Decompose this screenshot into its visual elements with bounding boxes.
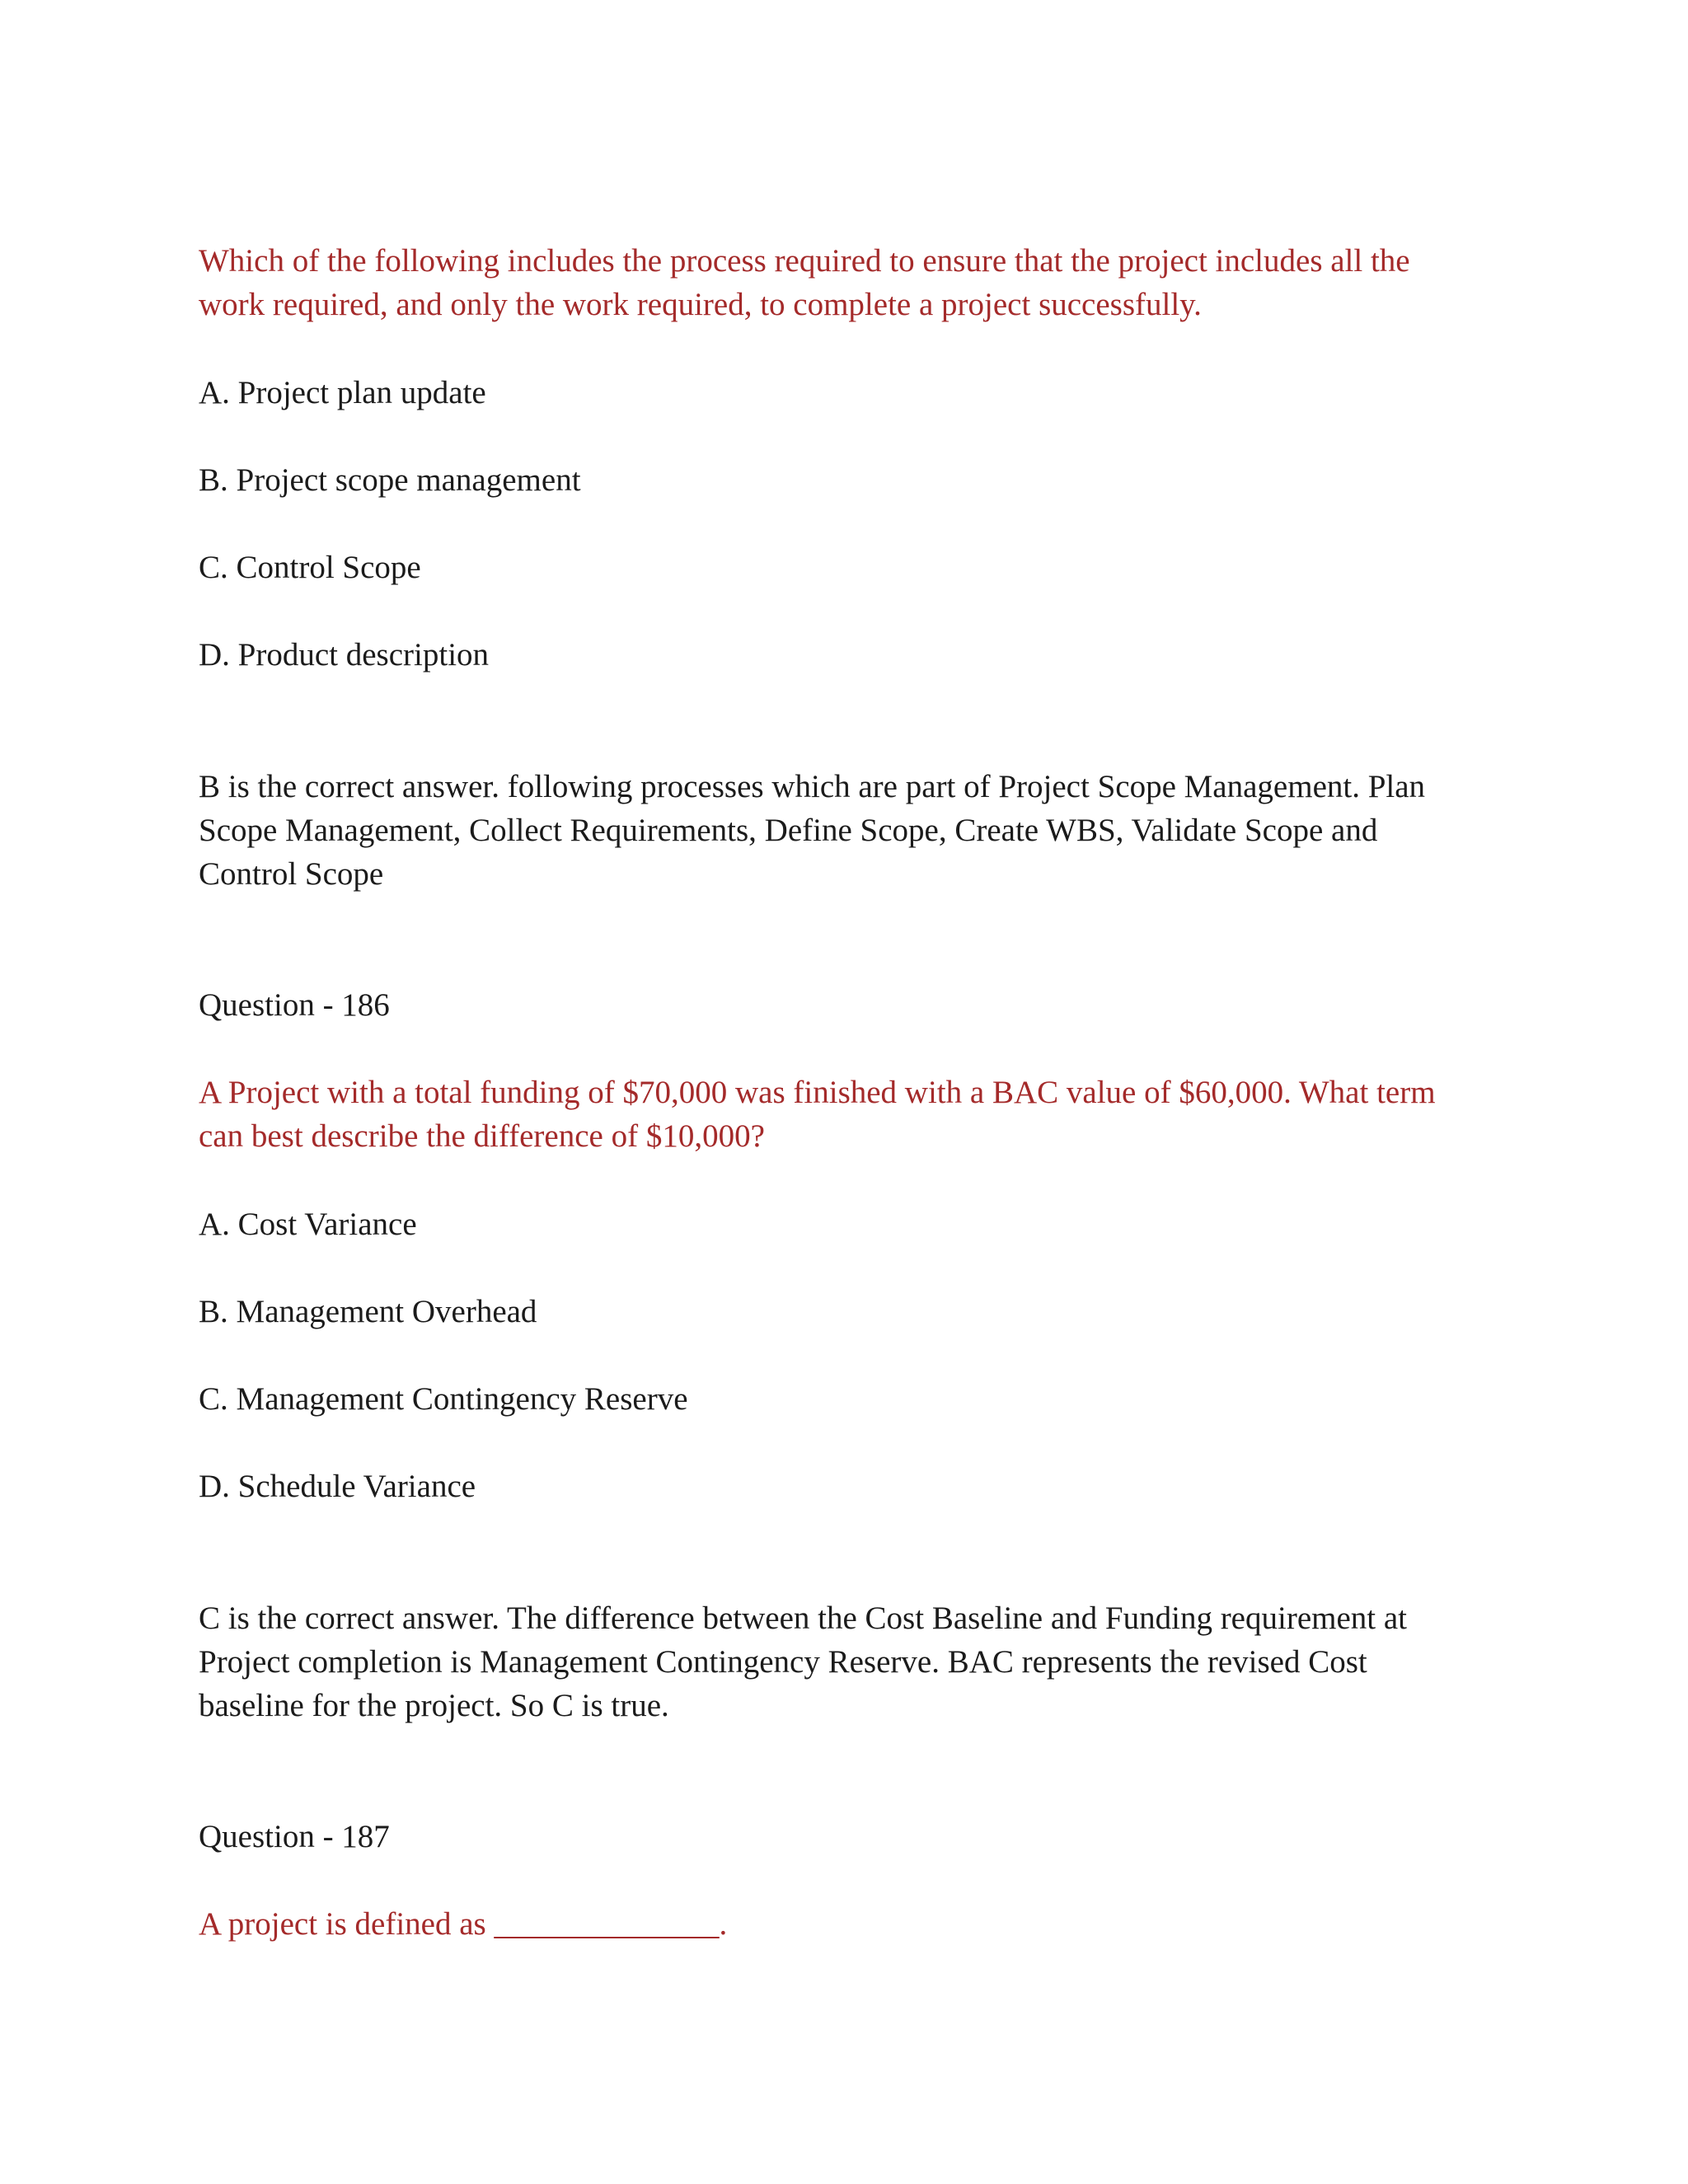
- option-c: C. Management Contingency Reserve: [199, 1381, 688, 1417]
- question-187-heading: Question - 187: [199, 1819, 390, 1854]
- question-185-text: [199, 239, 1501, 326]
- answer-line: Control Scope: [199, 856, 384, 892]
- answer-186-explanation: [199, 1596, 1501, 1727]
- option-c: C. Control Scope: [199, 550, 421, 585]
- option-a: A. Project plan update: [199, 375, 486, 410]
- question-text-line: work required, and only the work required, to complete a project successfully.: [199, 287, 1202, 322]
- question-text-line: can best describe the difference of $10,000?: [199, 1118, 765, 1154]
- question-187-text: [199, 1902, 1501, 1946]
- question-text-line: Which of the following includes the process required to ensure that the project includes all the: [199, 243, 1410, 279]
- option-a: A. Cost Variance: [199, 1207, 417, 1242]
- question-text-line: A Project with a total funding of $70,000 was finished with a BAC value of $60,000. What term: [199, 1075, 1436, 1110]
- answer-line: Project completion is Management Contingency Reserve. BAC represents the revised Cost: [199, 1644, 1367, 1680]
- answer-blank: ______________.: [494, 1906, 728, 1942]
- answer-185-explanation: [199, 765, 1501, 896]
- answer-line: C is the correct answer. The difference between the Cost Baseline and Funding requirement at: [199, 1601, 1408, 1636]
- option-d: D. Product description: [199, 637, 490, 673]
- answer-line: baseline for the project. So C is true.: [199, 1688, 669, 1723]
- question-186-text: [199, 1071, 1501, 1158]
- answer-line: B is the correct answer. following processes which are part of Project Scope Management. Plan: [199, 769, 1426, 804]
- answer-line: Scope Management, Collect Requirements, Define Scope, Create WBS, Validate Scope and: [199, 813, 1378, 848]
- question-text: A project is defined as: [199, 1906, 486, 1942]
- option-d: D. Schedule Variance: [199, 1469, 476, 1504]
- option-b: B. Project scope management: [199, 462, 581, 498]
- option-b: B. Management Overhead: [199, 1294, 537, 1329]
- question-186-heading: Question - 186: [199, 987, 390, 1023]
